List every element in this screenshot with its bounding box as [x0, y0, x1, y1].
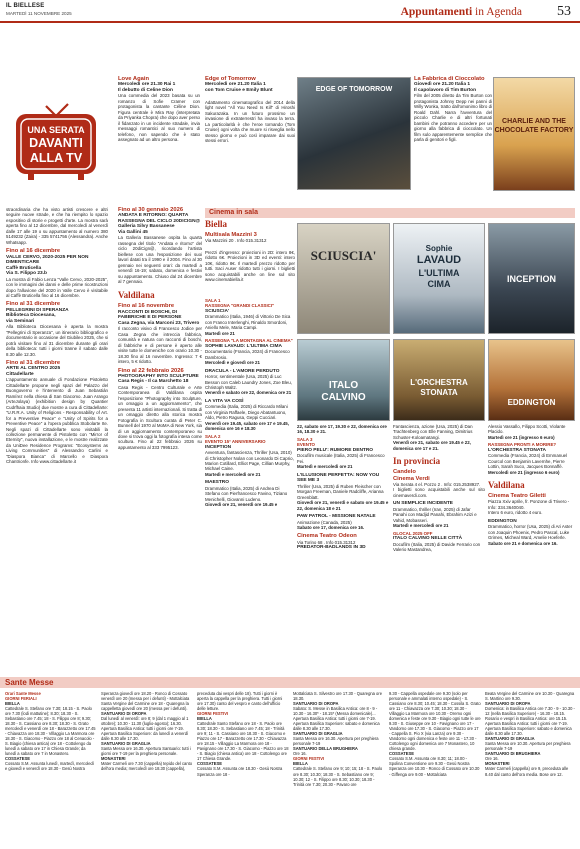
masses-section-title: Sante Messe [5, 678, 54, 687]
film-description: Thriller (Usa, 2025) di Ruben Fleischer con Morgan Freeman, Daniele Radcliffe, Arianna Greenblatt. [297, 483, 384, 500]
exhibition-item [6, 248, 108, 298]
masses-col1 [5, 691, 97, 841]
masses-heading: COSSATESE [5, 756, 30, 762]
sala-label: SALA 2 [205, 433, 221, 439]
poster-edge-of-tomorrow [297, 77, 411, 190]
film-title: ITALO CALVINO NELLE CITTÀ [393, 536, 463, 542]
film-showtimes: Mercoledì ore 21 (ingresso 6 euro) [488, 469, 560, 475]
header-rule [0, 21, 580, 23]
film-description: Alessio Vassallo, Filippo Scotti, Violante Placido. [488, 424, 566, 435]
film-showtimes: Mercoledì e giovedì ore 21 [205, 360, 260, 366]
exhibition-text: L'appuntamento annuale di Fondazione Pistoletto Cittadellarte propone negli spazi del Palazzo del Buongoverno e l'intervento di Juan Sebastián Ramírez nella chiesa di San Giacomo. Juan Arango (ArteJolaya) (exhibition design by Quantier Cudrfhaia Studio) due mostre a cura di Cittadellarte: "U.R.R.A. Unity of Religions - Responsability of Art. for a Preventive Peace" e "Unity of Spirits for a Preventive Peace" a l'opera pubblica Stobolarte Ite. Negli spazi di Cittadellarte sono visitabili la collezione permanente di Pistoletto con "Mirror of Eternity", nuova installazione, e le mostre realizzate da UniDee Residence Programs: "Ecosystems as Living Communities" di Alessandro Carlini e "Diaspora Bianca" di Marcello e Diaspora Chantrionfe. Info www.cittadellarte.it [6, 377, 108, 465]
tv-love-again [118, 76, 200, 202]
cinema-ticket-info: Intero 6 euro, ridotto 4 euro. [488, 510, 543, 516]
poster-title-d: CIMA [427, 279, 451, 289]
film-listing [205, 369, 295, 396]
exhibition-title: PHOTOGRAPHY INTO SCULPTURE [118, 373, 199, 379]
cinema-program-col1 [205, 296, 295, 674]
exhibition-text: La Galleria Bassanese ospita la quarta rassegna del titolo "Andata e ritorno" del ciclo 20diCign@, ricordando l'artista biellese con una l'esposizione dei suoi lavori datati tra il 1990 e il 2004. Fino al 30 gennaio nei seguenti orari: da martedì a venerdì 16-19; sabato, domenica e festivi su appuntamento. Chiuso dal 24 dicembre al 7 gennaio. [118, 235, 202, 285]
logo-line1: UNA SERATA [27, 125, 85, 135]
poster-sciuscia [297, 223, 390, 334]
film-description: Drammatico (Italia, 2025) di Andrea Di Stefano con Pierfrancesco Favino, Tiziano Menichelli, Giovanni Ludeno. [205, 485, 288, 502]
masses-heading: SANTUARIO DI BRUGHIERA [485, 751, 541, 757]
poster-title: CHARLIE AND THE CHOCOLATE FACTORY [494, 118, 574, 134]
exhibition-text: La mostra di Fabio Lenza "Valle Cervo, 2020-2025", con le immagini dei danni e delle prime ricostruzioni dopo l'alluvione del 2020 in Valle Cervo è visitabile al Caffè Bruticella fino al 16 dicembre. [6, 276, 108, 298]
exhibition-date: Fino al 16 novembre [118, 303, 175, 310]
sala-label: SALA 3 [297, 436, 313, 442]
film-listing [205, 434, 295, 478]
masses-text: Mater Carmeli ore 7.30 (cappella) tepido del canto dell'ora media; mercoledì ore 18.30 (cappella), [101, 761, 193, 772]
exhibition-date: Fino al 22 febbraio 2026 [118, 367, 184, 374]
film-showtimes: Sabato ore 17, domenica ore 16. [297, 524, 365, 530]
film-description: Documentario (Francia, 2024) di Francesco Dambrosio. [205, 349, 290, 360]
film-showtimes: Martedì ore 21 (ingresso 6 euro) [488, 434, 555, 440]
film-showtimes: Giovedì ore 21, venerdì ore 19.45 e [205, 502, 278, 508]
section-heading-provincia: In provincia [393, 456, 441, 467]
rassegna-label: RASSEGNA PRONTI A MORIRE? [488, 442, 557, 448]
film-title: PREDATOR-BADLANDS IN 3D [297, 545, 366, 551]
film-listing [393, 531, 485, 553]
tv-edge-text [205, 100, 295, 175]
tv-text: Una commedia del 2023 basata su un romanzo di Sofie Cramer con protagonista la cantante Céline Dion. Figura centrale è Mira Ray (interpretata da Priyanka Chopra) che dopo aver perso il fidanzato in un incidente stradale, invia messaggi romantici al suo numero di telefono, non sapendo che è stato assegnato ad un altro persona. [118, 93, 200, 143]
tv-logo [10, 94, 102, 188]
exhibition-venue: Biblioteca Diocesana, via Seminari [6, 313, 56, 324]
cinema-program-col3 [393, 424, 485, 674]
exhibition-venue: Galleria Silvy Bassanese Via Gallini 45 [118, 224, 175, 235]
exhibition-date: Fino al 16 dicembre [6, 248, 61, 255]
film-title: LA VITA VA COSÌ [205, 398, 244, 404]
poster-title-c: L'ULTIMA [418, 268, 460, 278]
masses-text: Sabato: S. Messe in Basilica Antica: ore 8 - 9 - 10.30 - 16.30* - 18.15* (Messa domenicale)... Apertura Basilica Antica: tutti i giorni ore 7-19. Apertura Basilica Superiore: sabato e domenica dalle 8.30 alle 17.30. [293, 706, 380, 732]
section-title [401, 5, 522, 19]
film-title: L'ORCHESTRA STONATA [488, 447, 546, 453]
poster-charlie-chocolate [493, 77, 575, 191]
rassegna-label: RASSEGNA "GRANDI CLASSICI" [205, 303, 275, 309]
film-title: DRACULA - L'AMORE PERDUTO [205, 368, 280, 374]
sala-label: SALA 1 [205, 298, 221, 303]
film-title: UN SEMPLICE INCIDENTE [393, 501, 453, 507]
exhibition-date: Fino al 30 gennaio 2026 [118, 207, 184, 213]
poster-italo-calvino [297, 339, 390, 421]
poster-title-a: L'ORCHESTRA [410, 378, 468, 387]
rassegna-label: GLOCAL 2025 OFF [393, 530, 433, 536]
masses-text: Cossato S.M. Assunta lunedì, martedì, mercoledì e giovedì e venerdì ore 18.30 - Gesù Nostra [5, 761, 94, 772]
film-listing [488, 442, 575, 475]
film-showtimes: Sabato ore 21 e domenica ore 16. [488, 540, 558, 546]
masses-heading: SANTUARIO DI OROPA [293, 701, 339, 707]
film-description: Avventura, fantascienza, Thriller (Usa, 2010) di Christopher Nolan con Leonardo Di Caprio, Marion Cotillard, Elliot Page, Cillian Murphy, Michael Caine. [205, 450, 294, 472]
rassegna-label: EVENTO 15° ANNIVERSARIO [205, 439, 266, 445]
masses-heading: MONASTERI [101, 756, 126, 762]
cinema-section-title: Cinema in sala [209, 209, 259, 216]
masses-heading: Orari Sante Messe [5, 691, 41, 696]
tv-fabbrica-cioccolato [414, 76, 492, 202]
cinema-address: Via Torino 68 . Info 015.31312 [297, 539, 356, 545]
film-description: Drammatico, horror (Usa, 2025) di Ari Aster con Joaquin Phoenix, Pedro Pascal, Luke Grimes, Micheal Ward, Amelie Hoeferle. [488, 524, 573, 541]
exhibition-venue: Casa Regis - Il ca Marchetto 18 [118, 379, 189, 385]
masses-text: Domenica: in Basilica Antica ore 7.30 - 9 - 10.30 - 12 (nella Basilica Superiore) - 16.30 - 18.15. Rosario e vespri in Basilica Antica: ore 15.15. Apertura Basilica Antica: tutti i giorni ore 7-19. Apertura Basilica Superiore: sabato e domenica dalle 8.30 alle 17.30. [485, 706, 575, 737]
exhibition-venue: Casa Zegna, via Marconi 23, Trivero [118, 320, 200, 326]
masses-text: Ore 16. [485, 756, 499, 762]
poster-title-b: STONATA [420, 388, 458, 397]
poster-title-a: Sophie [425, 244, 453, 253]
town-heading-valdilana: Valdilana [488, 480, 525, 491]
masses-heading: SANTUARIO DI OROPA [101, 711, 147, 717]
tv-title: Edge of Tomorrow [205, 76, 256, 82]
film-listing [205, 480, 295, 507]
tv-when: Giovedì ore 21.20 Italia 1 Il capolavoro di Tim Burton [414, 82, 477, 93]
cinema-section-bar [205, 208, 575, 218]
poster-title: EDGE OF TOMORROW [315, 86, 393, 93]
film-description: Animazione (Canada, 2025) [297, 519, 352, 525]
exhibition-title: VALLE CERVO, 2020-2025 PER NON DIMENTICARE [6, 254, 89, 266]
film-showtimes: Martedì ore 21 [205, 330, 235, 336]
masses-text: preceduta dai vespri delle 18). Tutti i giorni è aperta la cappella per la preghiera. Tutti i giorni ore 17.30) canto del vespro e canto dell'ufficio delle letture. [197, 691, 283, 712]
masses-text: 9.30 - Cappella ospedale ore 9.30 (solo per personale e ammalati interno ospedale) - S. Cassiano ore 8.30; 10.45; 18.30 - Cossila S. Grato ore 11 - Chiavazza ore 7.30; 10.30; 18.30 - Villaggio La Marmora ore 10.30 - Oremo ogni domenica e feste ore 9.30 - Biagio ogni tutte le ore 9.30 - S. Giuseppe ore 10 - Favignano ore 17 - Vandorno ore 17.30 - S. Giacomo - Piazzo ore 17 - Cappella S. Pio X (via Lanza) ore 9.30 - Vandorno ogni domenica e feste ore 11 - 17.30 - Cottolengo ogni domenica ore 7 Monastero, 10 chiesa grande. [389, 691, 481, 752]
tv-when: Mercoledì ore 21.30 Rai 1 Il debutto di Celine Dion [118, 82, 176, 93]
masses-text: Beata Vergine del Carmine ore 10.30 - Quaregna S. Martino ore 9.30. [485, 691, 575, 702]
masses-text: Speranza giovedì ore 18.20 - Ronco di Cossato venerdì ore 20 (messa per i defunti) - Mottalciata Santa Vergine del Carmine ore 18 - Quaregna la cappelletta giovedì ore 20 (messa per i defunti). [101, 691, 190, 712]
masses-heading: COSSATESE [197, 761, 222, 767]
masses-col2 [101, 691, 193, 841]
film-title: EDDINGTON [488, 518, 517, 524]
exhibition-venue: Cittadellarte [6, 371, 34, 377]
film-listing [205, 399, 295, 432]
exhibition-item [118, 303, 202, 364]
film-listing [205, 298, 295, 336]
film-title: PAW PATROL - MISSIONE NATALE [297, 513, 376, 519]
tv-text: Adattamento cinematografico del 2014 della light novel "All You Need Is Kill" di Hiroshi Sakurazaka. In un futuro prossimo un invasione di extraterrestri ha invaso la terra. La particolarità è che l'eroe tornando (Tom Cruise) ogni volta che muore si risveglia nello stesso giorno e può così imparare dai suoi stessi errori. [205, 100, 295, 144]
exhibition-title: PELLEGRINI DI SPERANZA [6, 307, 69, 313]
logo-line3: ALLA TV [29, 151, 83, 165]
masses-text: Mater Carmeli (cappella) ore 9, preceduta alle 8.40 dal canto dell'ora media. Bose ore 12. [485, 766, 569, 777]
tv-title: Love Again [118, 76, 150, 82]
tv-when: Mercoledì ore 21.20 Italia 1 con Tom Cruise e Emily Blunt [205, 82, 273, 93]
film-title: L'ILLUSIONE PERFETTA: NOW YOU SEE ME 3 [297, 472, 380, 484]
masses-heading: GIORNI FESTIVI [197, 711, 229, 717]
film-showtimes: Giovedì ore 21, venerdì e sabato ore 19.45 e 22, domenica 18 e 21 [297, 500, 389, 511]
film-description: Commedia (Francia, 2024) di Emmanuel Courcol con Benjamin Lavernhe, Pierre Lottin, Sarah Suco, Jacques Bonnaffé. [488, 453, 568, 470]
newspaper-brand: IL BIELLESE [6, 3, 45, 9]
masses-text: Santa Messa ore 10.30. Apertura per preghiera personale 7-19 [485, 741, 571, 752]
film-title: PIERO PELU': RUMORE DENTRO [297, 447, 374, 453]
masses-col3 [197, 691, 289, 841]
cinema-address: Piazza Xxiv aprile, fr. Ponzone di Trivero - Info: 334.3640040. [488, 499, 570, 510]
cinema-address: Via Serata 4 el. Pozzo 2 . Info: 015.2538927. [393, 481, 481, 487]
page-number: 53 [557, 4, 571, 19]
masses-heading: MONASTERI [485, 761, 510, 767]
cinema-hall-name: Cinema Verdi [393, 475, 430, 482]
cinema-hall-name: Multisala Mazzini 3 [205, 231, 257, 238]
film-showtimes: Venerdì ore 21, sabato ore 19.45 e 22, domenica ore 17 e 21. [393, 440, 471, 451]
poster-title-b: CALVINO [321, 392, 366, 403]
film-listing [488, 519, 575, 546]
film-title: INCEPTION [205, 444, 232, 450]
town-heading-candelo: Candelo [393, 469, 416, 476]
film-showtimes: Martedì e mercoledì ore 21 [393, 523, 449, 529]
film-listing [205, 338, 295, 365]
film-showtimes: Venerdì e sabato ore 22, domenica ore 21 [205, 390, 292, 396]
exhibition-continued-text: straordinaria che ha visto artisti crescere e altri seguire nuove strade, e che ha riempito lo spazio espositivo di storie e progetti d'arte. La mostra sarà aperta fino al 12 dicembre, dal mercoledì al venerdì dalle 17 alle 19 o su appuntamento al numero 380 5149232 (Zaira) - 335 5741756 (Alessandra). Anche Whatsapp. [6, 207, 108, 245]
film-description: Commedia (Italia, 2025) di Riccardo Milani con Virginia Raffaele, Diego Abatantuono, Aldo, Pietro Ragusa, Geppi Cucciari. [205, 404, 288, 421]
exhibition-date: Fino al 31 dicembre [6, 301, 61, 308]
masses-text: Santa Messa ore 16.30. Apertura per preghiera personale 7-19 [293, 736, 379, 747]
masses-text: Cattedrale Santo Stefano ore 18 - S. Paolo ore 8.30; 18.30 - S. Sebastiano ore 7.45; 18 - Trinità ore 9; 11 - S. Cassiano ore 18.30 - S. Giacomo e Piazzo ore 17 - Barazzetto ore 17.30 - Chiavazza ore 18.15 - Villaggio La Marmora ore 18 - Pavignano ore 17.30 - S. Giacomo - Piazzo ore 18 - S. Biagio (chiesa antica) ore 18 - Cottolengo ore 17 Chiesa Grande. [197, 721, 289, 762]
masses-text: Santa Messa ore 16.30. Apertura Santuario: tutti i giorni ore 7-19 per la preghiera personale. [101, 746, 191, 757]
poster-title: SCIUSCIA' [310, 248, 377, 263]
issue-date: MARTEDÌ 11 NOVEMBRE 2025 [6, 11, 72, 16]
section-title-bold: Appuntamenti [400, 6, 473, 18]
film-description: Docufilm musicale (Italia, 2025) di Francesco Fei. [297, 453, 385, 464]
logo-line2: DAVANTI [29, 136, 83, 150]
film-showtimes: Martedì e mercoledì ore 21 [205, 471, 261, 477]
tv-text: Film del 2005 diretto da Tim Burton con protagonista Johnny Depp nei panni di Willy Wonka, tratto dall'omonimo libro di Roald Dahl. Narra l'avventura del piccolo Charlie e di altri fortunati bambini che potranno accedere per un giorno alla fabbrica di cioccolato. Un film sulo apparentemente semplice che parla di genitori e figli. [414, 93, 492, 143]
masses-text: Cattedrale S. Stefano ore 7.30; 18.15 - S. Paolo ore 7.30 (lodi mattutine); 8.30; 18.30 - S. Sebastiano ore 7.45; 18 - S. Filippo ore 8; 9.30; 18.30 - S. Cassiano ore 8.30; 18.30 - S. Grato mercoledì e venerdì ore 18 - Barazzetto ore 17.45 - Chiavazza ore 18.30 - Villaggio La Marmora ore 18.30 - S. Giacomo - Piazzo ore 18 al Cenacolo - S. Biagio (chiesa antica) ore 18 - Cottolengo da lunedì a sabato ore 17 in Chiesa Grande; da lunedì a sabato ore 7 in Monastero. [5, 706, 96, 757]
exhibition-item [6, 301, 108, 357]
cinema-hall-name: Cinema Teatro Odeon [297, 533, 357, 540]
film-showtimes: 22, sabato ore 17, 19.30 e 22, domenica ore 16, 18.30 e 21. [297, 424, 387, 435]
film-description: Horror, sentimentale (Usa, 2025) di Luc Besson con Caleb Laundry Jones, Zoe Bleu, Christoph Waltz. [205, 374, 292, 390]
rassegna-label: EVENTO [297, 442, 315, 448]
cinema-hall-name: Cinema Teatro Giletti [488, 493, 546, 500]
masses-text: Cossato S.M. Assunta ore 8.30; 11; 18.00 - Spolina Conventione ore 9.30 - Gesù Nostra Speranza ore 10.30 - Ronco di Cossato ore 10.30 - Giffenga ore 9.00 - Mottalciata [389, 756, 480, 777]
film-description: Drammatico, thriller (Iran, 2025) di Jafar Panahi con Madjid Panahi, Ebrahim Azizi e Vahid, Mobasseri. [393, 506, 477, 523]
exhibition-text: Casa Regis - Centro Culturale e Arte Contemporanea di Valdilana ospita l'esposizione "Photography into Sculpture, un omaggio a un aggiornamento", che presenta 11 artisti internazionali. Si tratta di un omaggio diretto alla storica mostra Fotografia in Scultura curata di Peter C. Bunnell del 1970 al MoMA di New York, sia di un aggiornamento contemporaneo su dove si trova oggi la fotografia intesa come scultura. Fino al 22 febbraio 2026 su appuntamento al 333 7995123. [118, 384, 202, 450]
exhibition-title: ANDATA E RITORNO: QUARTA RASSEGNA DEL CICLO 20DICIGN@ [118, 213, 201, 224]
city-heading-biella: Biella [205, 220, 227, 229]
film-listing [297, 514, 390, 530]
masses-heading: SANTUARIO DI GRAGLIA [101, 741, 151, 747]
film-description: Fantascienza, azione (Usa, 2025) di Dan Trachtenberg con Elle Fanning, Dimitrius Schuster-Koloamatangi. [393, 424, 473, 440]
masses-col4 [293, 691, 385, 841]
masses-heading: BIELLA [293, 761, 308, 767]
exhibition-item [118, 207, 202, 285]
poster-title-b: LAVAUD [416, 254, 462, 266]
masses-heading: BIELLA [5, 701, 20, 707]
poster-eddington [488, 339, 575, 421]
masses-heading: GIORNI FERIALI [5, 696, 37, 702]
exhibition-text: Il racconto visivo di Francesco Jodice per Casa Zegna che intreccia fabbrica, comunità e natura con racconti di boschi, di fabbriche e di persone è aperto alle visite tutte le domeniche con orario 10.30 - 18.30 fino al 16 novembre. Ingresso: 7 € intero, 5 € ridotto. [118, 326, 202, 365]
masses-heading: SANTUARIO DELLA BRUGHIERA [293, 746, 358, 752]
film-showtimes: Venerdì ore 19.45, sabato ore 17 e 19.45, domenica ore 16 e 18.30 [205, 420, 289, 432]
exhibition-date: Fino al 31 dicembre [6, 360, 61, 367]
rassegna-label: RASSEGNA "LA MONTAGNA AL CINEMA" [205, 338, 293, 344]
tv-title: La Fabbrica di Cioccolato [414, 76, 485, 82]
film-showtimes: Martedì e mercoledì ore 21 [297, 464, 353, 470]
tv-logo-graphic [10, 94, 102, 188]
cinema-program-col4 [488, 424, 575, 674]
masses-heading: SANTUARIO DI OROPA [485, 701, 531, 707]
poster-orchestra-stonata [393, 339, 485, 421]
masses-heading: GIORNI FESTIVI [293, 756, 325, 762]
masses-text: Mottalciata S. Silvestro ore 17.30 - Quaregna ore 18.30. [293, 691, 382, 702]
poster-inception [488, 223, 575, 334]
poster-title: INCEPTION [506, 274, 556, 284]
masses-col6 [485, 691, 575, 841]
film-listing [393, 501, 485, 528]
film-description: Drammatico (Italia, 1946) di Vittorio De Sica con Franco Interlenghi, Rinaldo Smordoni, Aniello Mele, Maria Campi. [205, 314, 291, 331]
masses-text: Cattedrale S. Stefano ore 9; 10; 15; 18 - S. Paolo ore 8.30; 10.30; 18.30 - S. Sebastiano ore 9; 10.30; 12 - S. Filippo ore 8.30; 10.30; 18.30 - Trinità ore 7.30; 20.30 - Pavaro ore [293, 766, 383, 787]
exhibition-title: ARTE AL CENTRO 2025 [6, 366, 61, 372]
section-title-light: in Agenda [472, 6, 522, 18]
film-title: SCIUSCIA' [205, 308, 230, 314]
exhibitions-col2 [118, 207, 202, 673]
film-listing [297, 437, 390, 470]
masses-heading: COSSATESE [389, 751, 414, 757]
film-title: MAESTRO [205, 480, 229, 486]
masses-heading: SANTUARIO DI GRAGLIA [293, 731, 343, 737]
cinema-prices: Prezzi d'ingresso: proiezioni in 2D: intero 8€, ridotto 6€. Proiezioni in 3D ed eventi: intero 10€, ridotto 8€. Il martedì prezzo ridotto per tutti. Saci Auser ridotto tutti i giorni. I biglietti sono acquistabili anche on line sul sito www.cinemabiella.it [205, 249, 295, 282]
poster-title-a: ITALO [328, 380, 359, 391]
film-description: Docufilm (Italia, 2025) di Davide Ferrario con Valerio Mastandrea, [393, 541, 481, 553]
exhibitions-col1 [6, 207, 108, 673]
exhibition-item [6, 360, 108, 465]
town-heading-valdilana: Valdilana [118, 289, 155, 300]
cinema-program-col2 [297, 424, 390, 674]
exhibition-text: Alla Biblioteca Diocesana è aperta la mostra "Pellegrini di Speranza", un itinerario bibliografico e documentario in occasione del Giubileo 2025, che si potrà visitare fino al 31 dicembre durante gli orari della biblioteca: tutti i giorni tranne il sabato dalle 8.30 alle 12.30. [6, 324, 108, 357]
exhibition-venue: Caffè Bruticella Via S. Filippo 23.b [6, 265, 47, 277]
masses-text: Ore 16. [293, 751, 307, 757]
exhibition-item [118, 368, 202, 451]
exhibition-title: RACCONTI DI BOSCHI, DI FABBRICHE E DI PERSONE [118, 309, 182, 321]
film-title: SOPHIE LAVAUD: L'ULTIMA CIMA [205, 343, 282, 349]
masses-section-bar [0, 677, 580, 688]
poster-title: EDDINGTON [507, 398, 556, 407]
masses-text: Dal lunedì al venerdì: ore 8; 9 (dal 1 maggio al 1 ottobre); 10.30 - 11.30 (luglio-agosto); 16.30. Apertura Basilica Antica: tutti i giorni ore 7-19. Apertura Basilica Superiore: da lunedì a venerdì dalle 8.30 alle 17.30. [101, 716, 189, 742]
poster-sophie-lavaud [393, 223, 485, 334]
cinema-ticket-info: I biglietti sono acquistabili anche sul sito cinemaverdi.com. [393, 487, 485, 498]
masses-heading: BIELLA [197, 716, 212, 722]
masses-col5 [389, 691, 481, 841]
film-listing [297, 473, 390, 511]
cinema-address: Via Mazzini 20 . Info 015.31312 [205, 238, 267, 244]
masses-heading: SANTUARIO DI GRAGLIA [485, 736, 535, 742]
masses-text: Cossato S.M. Assunta ore 18.30 - Gesù Nostra Speranza ore 18 - [197, 766, 283, 777]
